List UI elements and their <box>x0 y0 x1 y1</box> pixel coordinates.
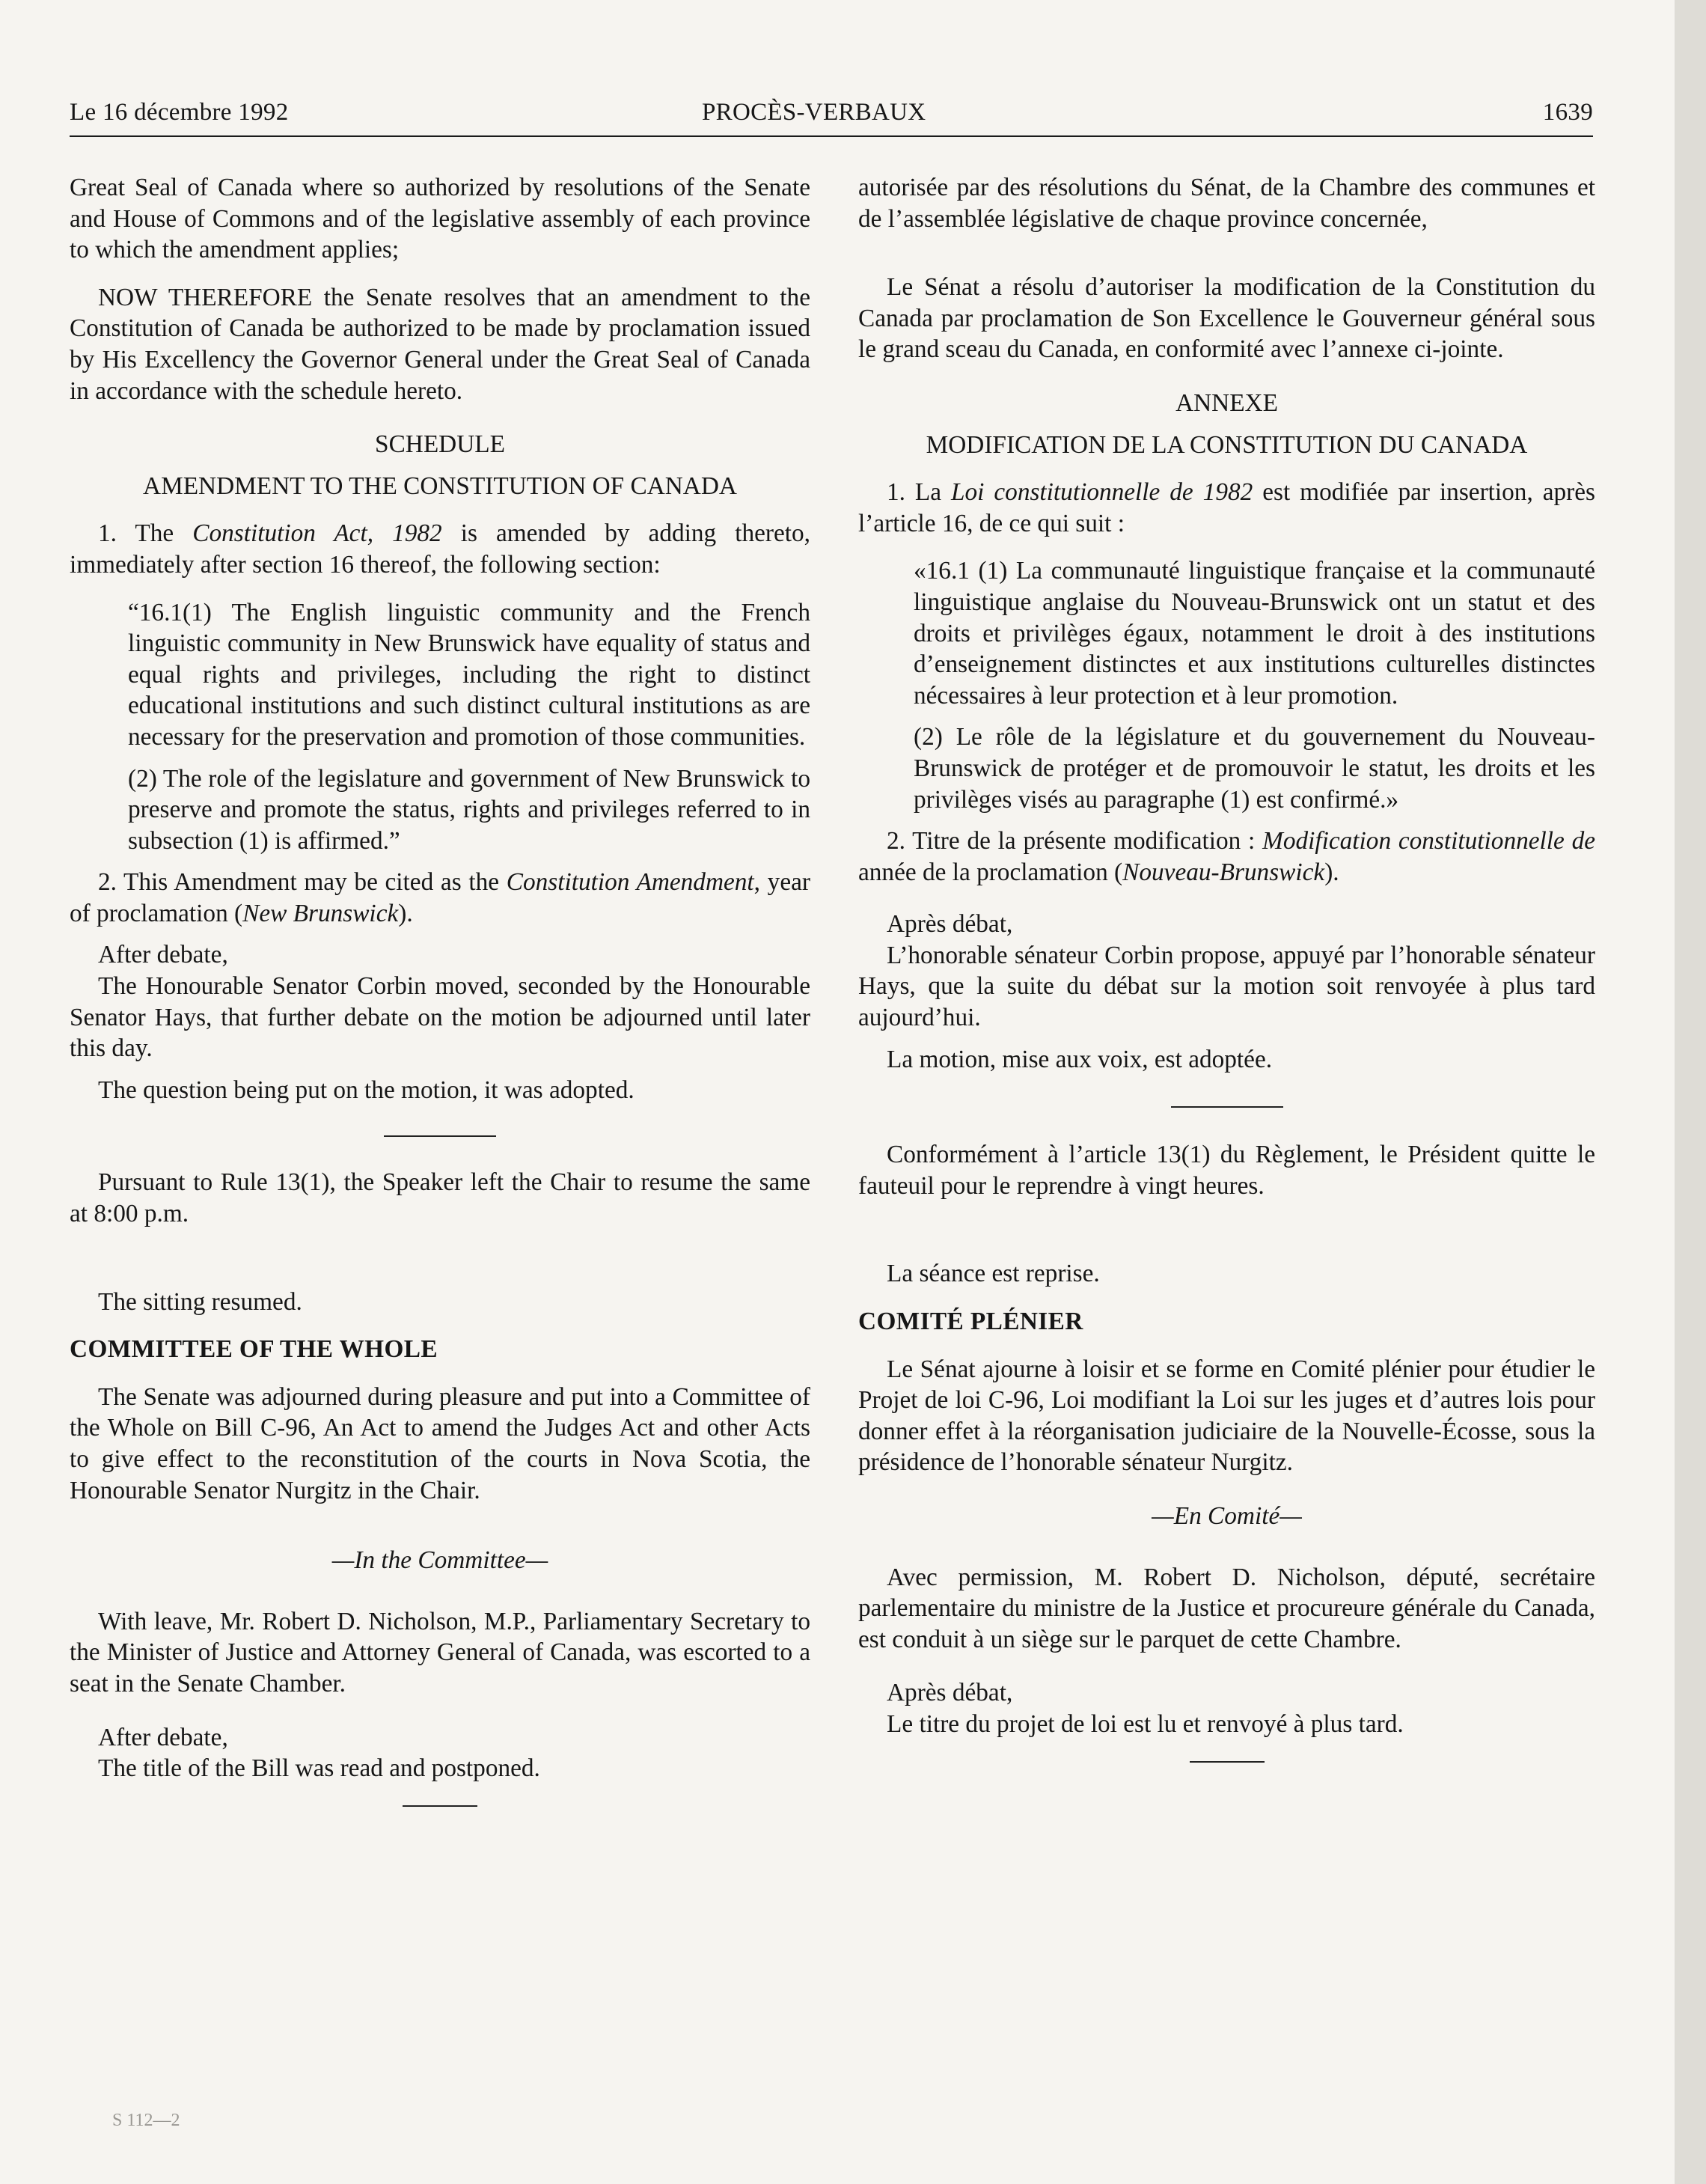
after-debate-fr: Après débat, <box>887 910 1013 939</box>
section-2: 2. This Amendment may be cited as the Constitution Amendment, year of proclamation (New Brunswick). <box>70 868 810 927</box>
committee-heading-fr: COMITÉ PLÉNIER <box>858 1308 1083 1336</box>
header-rule <box>70 135 1593 137</box>
header-date: Le 16 décembre 1992 <box>70 99 289 126</box>
committee-heading: COMMITTEE OF THE WHOLE <box>70 1335 438 1364</box>
running-header <box>70 99 1593 136</box>
question-adopted: The question being put on the motion, it was adopted. <box>98 1076 635 1104</box>
sitting-resumed: The sitting resumed. <box>98 1287 302 1316</box>
rule-13-text-fr: Conformément à l’article 13(1) du Règlement, le Président quitte le fauteuil pour le reprendre à vingt heures. <box>858 1141 1595 1200</box>
end-divider-fr <box>1190 1761 1265 1763</box>
nicholson-escorted: With leave, Mr. Robert D. Nicholson, M.P., Parliamentary Secretary to the Minister of Justice and Attorney General of Canada, was escorted to a seat in the Senate Chamber. <box>70 1607 810 1698</box>
seal-paragraph: Great Seal of Canada where so authorized by resolutions of the Senate and House of Commons and of the legislative assembly of each province to which the amendment applies; <box>70 174 810 264</box>
quoted-section-16-1-fr: «16.1 (1) La communauté linguistique française et la communauté linguistique anglaise du Nouveau-Brunswick ont un statut et des droits et privilèges égaux, notamment le droit à des institutions d’enseignement distinctes et aux institutions culturelles distinctes nécessaires à leur protection et à leur promotion. <box>914 557 1595 710</box>
after-debate: After debate, <box>98 941 228 969</box>
quoted-subsection-2: (2) The role of the legislature and government of New Brunswick to preserve and promote the status, rights and privileges referred to in subsection (1) is affirmed.” <box>128 764 810 855</box>
header-title: PROCÈS-VERBAUX <box>702 99 926 126</box>
printer-mark: S 112—2 <box>112 2111 180 2130</box>
schedule-heading: SCHEDULE <box>375 430 505 459</box>
seal-paragraph-fr: autorisée par des résolutions du Sénat, de la Chambre des communes et de l’assemblée législative de chaque province concernée, <box>858 174 1595 233</box>
page-edge <box>1675 0 1706 2184</box>
section-1-fr: 1. La Loi constitutionnelle de 1982 est modifiée par insertion, après l’article 16, de ce qui suit : <box>858 478 1595 537</box>
after-debate-2: After debate, <box>98 1723 228 1751</box>
rule-13-text: Pursuant to Rule 13(1), the Speaker left the Chair to resume the same at 8:00 p.m. <box>70 1168 810 1228</box>
nicholson-escorted-fr: Avec permission, M. Robert D. Nicholson, député, secrétaire parlementaire du ministre de la Justice et procureure générale du Canada, est conduit à un siège sur le parquet de cette Chambre. <box>858 1563 1595 1653</box>
annexe-heading: ANNEXE <box>1175 388 1278 417</box>
resolution-paragraph: NOW THEREFORE the Senate resolves that an amendment to the Constitution of Canada be authorized to be made by proclamation issued by His Excellency the Governor General under the Great Seal of Canada in accordance with the schedule hereto. <box>70 283 810 405</box>
end-divider <box>403 1805 477 1807</box>
committee-text: The Senate was adjourned during pleasure and put into a Committee of the Whole on Bill C-96, An Act to amend the Judges Act and other Acts to give effect to the reconstitution of the courts in Nova Scotia, the Honourable Senator Nurgitz in the Chair. <box>70 1382 810 1504</box>
quoted-section-16-1: “16.1(1) The English linguistic community and the French linguistic community in New Brunswick have equality of status and equal rights and privileges, including the right to distinct educational institutions and such distinct cultural institutions as are necessary for the preservation and promotion of those communities. <box>128 598 810 751</box>
sitting-resumed-fr: La séance est reprise. <box>887 1260 1100 1288</box>
after-debate-2-fr: Après débat, <box>887 1679 1013 1707</box>
quoted-subsection-2-fr: (2) Le rôle de la législature et du gouvernement du Nouveau-Brunswick de protéger et de promouvoir le statut, les droits et les privilèges visés au paragraphe (1) est confirmé.» <box>914 723 1595 814</box>
corbin-motion: The Honourable Senator Corbin moved, seconded by the Honourable Senator Hays, that further debate on the motion be adjourned until later this day. <box>70 972 810 1063</box>
amendment-heading: AMENDMENT TO THE CONSTITUTION OF CANADA <box>143 472 737 500</box>
section-2-fr: 2. Titre de la présente modification : Modification constitutionnelle de année de la proclamation (Nouveau-Brunswick). <box>858 827 1595 886</box>
modification-heading: MODIFICATION DE LA CONSTITUTION DU CANADA <box>926 430 1528 459</box>
french-column <box>858 172 1595 1763</box>
committee-text-fr: Le Sénat ajourne à loisir et se forme en Comité plénier pour étudier le Projet de loi C-96, Loi modifiant la Loi sur les juges et d’autres lois pour donner effet à la réorganisation judiciaire de la Nouvelle-Écosse, sous la présidence de l’honorable sénateur Nurgitz. <box>858 1355 1595 1477</box>
in-committee: —In the Committee— <box>331 1546 548 1575</box>
corbin-motion-fr: L’honorable sénateur Corbin propose, appuyé par l’honorable sénateur Hays, que la suite du débat sur la motion soit renvoyée à plus tard aujourd’hui. <box>858 941 1595 1032</box>
title-postponed: The title of the Bill was read and postponed. <box>98 1754 540 1783</box>
english-column <box>70 172 810 1807</box>
in-committee-fr: —En Comité— <box>1152 1502 1302 1530</box>
page-number: 1639 <box>1542 99 1593 126</box>
resolution-paragraph-fr: Le Sénat a résolu d’autoriser la modification de la Constitution du Canada par proclamation de Son Excellence le Gouverneur général sous le grand sceau du Canada, en conformité avec l’annexe ci-jointe. <box>858 273 1595 364</box>
section-1: 1. The Constitution Act, 1982 is amended by adding thereto, immediately after section 16 thereof, the following section: <box>70 519 810 579</box>
question-adopted-fr: La motion, mise aux voix, est adoptée. <box>887 1045 1273 1073</box>
title-postponed-fr: Le titre du projet de loi est lu et renvoyé à plus tard. <box>887 1709 1404 1738</box>
